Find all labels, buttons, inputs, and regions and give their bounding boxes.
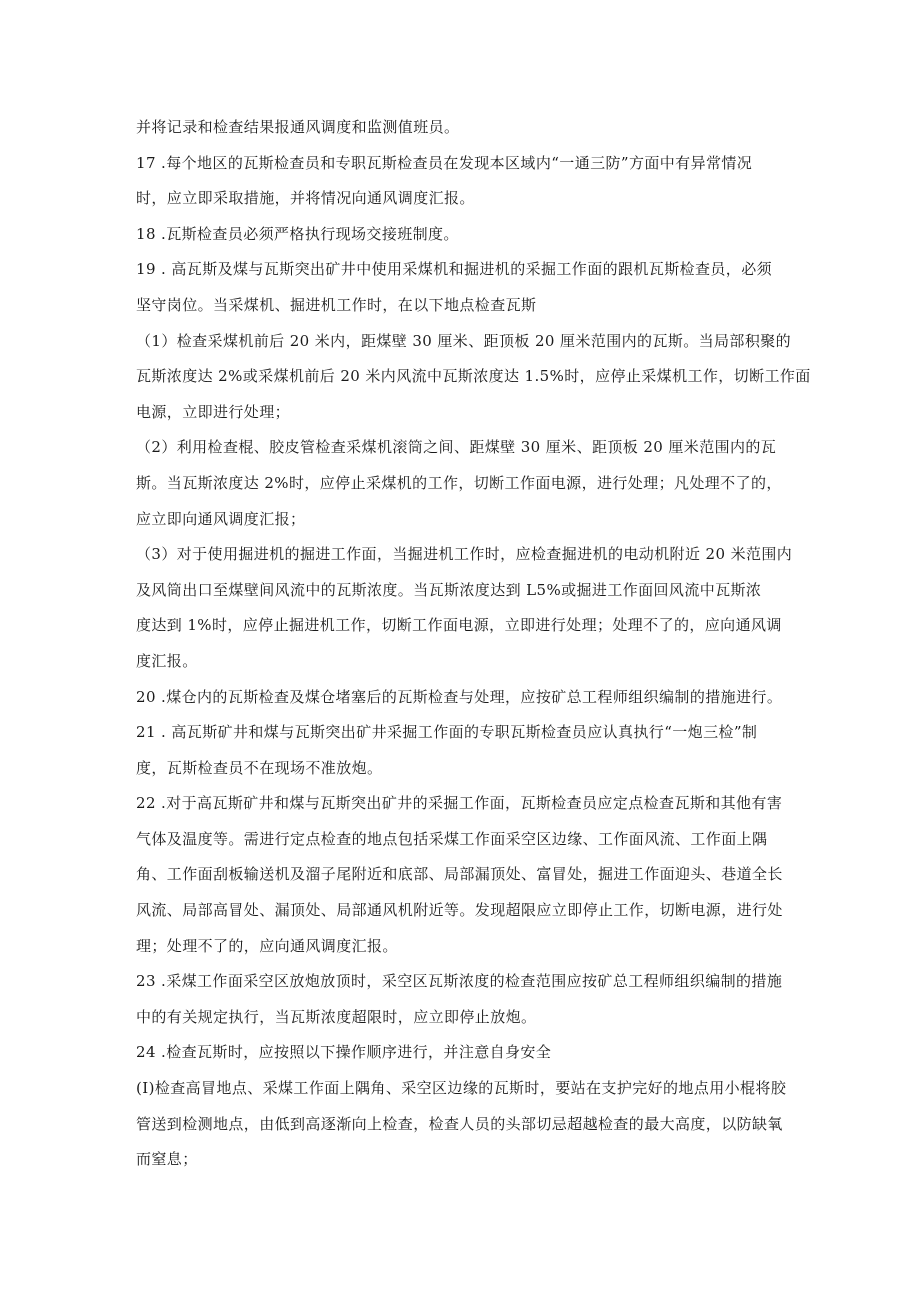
text-line: 并将记录和检查结果报通风调度和监测值班员。 [136,118,460,136]
document-body [136,110,811,1178]
text-line: 度，瓦斯检查员不在现场不准放炮。 [136,758,383,777]
text-line: 17 .每个地区的瓦斯检查员和专职瓦斯检查员在发现本区域内“一通三防”方面中有异常情况 [136,153,753,172]
text-line: 时，应立即采取措施，并将情况向通风调度汇报。 [136,189,475,208]
text-line: 23 .采煤工作面采空区放炮放顶时，采空区瓦斯浓度的检查范围应按矿总工程师组织编制的措施 [136,972,783,991]
text-line: 理；处理不了的，应向通风调度汇报。 [136,936,398,955]
text-line: （3）对于使用掘进机的掘进工作面，当掘进机工作时，应检查掘进机的电动机附近 20 米范围内 [136,545,793,564]
text-line: 管送到检测地点，由低到高逐渐向上检查，检查人员的头部切忌超越检查的最大高度，以防缺氧 [136,1114,783,1133]
text-line: （1）检查采煤机前后 20 米内，距煤壁 30 厘米、距顶板 20 厘米范围内的瓦斯。当局部积聚的 [136,331,792,350]
text-line: 应立即向通风调度汇报； [136,509,306,528]
text-line: 及风筒出口至煤壁间风流中的瓦斯浓度。当瓦斯浓度达到 L5%或掘进工作面回风流中瓦斯浓 [136,580,762,599]
text-line: 坚守岗位。当采煤机、掘进机工作时，在以下地点检查瓦斯 [136,295,537,314]
text-line: 斯。当瓦斯浓度达 2%时，应停止采煤机的工作，切断工作面电源，进行处理；凡处理不了的， [136,473,782,492]
text-line: 而窒息； [136,1150,198,1169]
text-line: 风流、局部高冒处、漏顶处、局部通风机附近等。发现超限应立即停止工作，切断电源，进行处 [136,901,783,920]
text-line: 18 .瓦斯检查员必须严格执行现场交接班制度。 [136,224,459,243]
text-line: 20 .煤仓内的瓦斯检查及煤仓堵塞后的瓦斯检查与处理，应按矿总工程师组织编制的措施进行。 [136,687,783,706]
text-line: 21 . 高瓦斯矿井和煤与瓦斯突出矿井采掘工作面的专职瓦斯检查员应认真执行“一炮三检”制 [136,723,758,742]
text-line: 度汇报。 [136,651,198,670]
text-line: 气体及温度等。需进行定点检查的地点包括采煤工作面采空区边缘、工作面风流、工作面上隅 [136,829,768,848]
text-line: 角、工作面刮板输送机及溜子尾附近和底部、局部漏顶处、富冒处，掘进工作面迎头、巷道全长 [136,865,783,884]
text-line: 24 .检查瓦斯时，应按照以下操作顺序进行，并注意自身安全 [136,1043,552,1062]
text-line: (I)检查高冒地点、采煤工作面上隅角、采空区边缘的瓦斯时，要站在支护完好的地点用小棍将胶 [136,1079,787,1098]
text-line: 度达到 1%时，应停止掘进机工作，切断工作面电源，立即进行处理；处理不了的，应向通风调 [136,616,782,635]
text-line: 中的有关规定执行，当瓦斯浓度超限时，应立即停止放炮。 [136,1007,537,1026]
text-line: （2）利用检查棍、胶皮管检查采煤机滚筒之间、距煤壁 30 厘米、距顶板 20 厘米范围内的瓦 [136,438,777,457]
text-line: 22 .对于高瓦斯矿井和煤与瓦斯突出矿井的采掘工作面，瓦斯检查员应定点检查瓦斯和其他有害 [136,794,783,813]
text-line: 电源，立即进行处理； [136,402,291,421]
text-line: 瓦斯浓度达 2%或采煤机前后 20 米内风流中瓦斯浓度达 1.5%时，应停止采煤机工作，切断工作面 [136,367,811,386]
text-line: 19 . 高瓦斯及煤与瓦斯突出矿井中使用采煤机和掘进机的采掘工作面的跟机瓦斯检查员，必须 [136,260,772,279]
